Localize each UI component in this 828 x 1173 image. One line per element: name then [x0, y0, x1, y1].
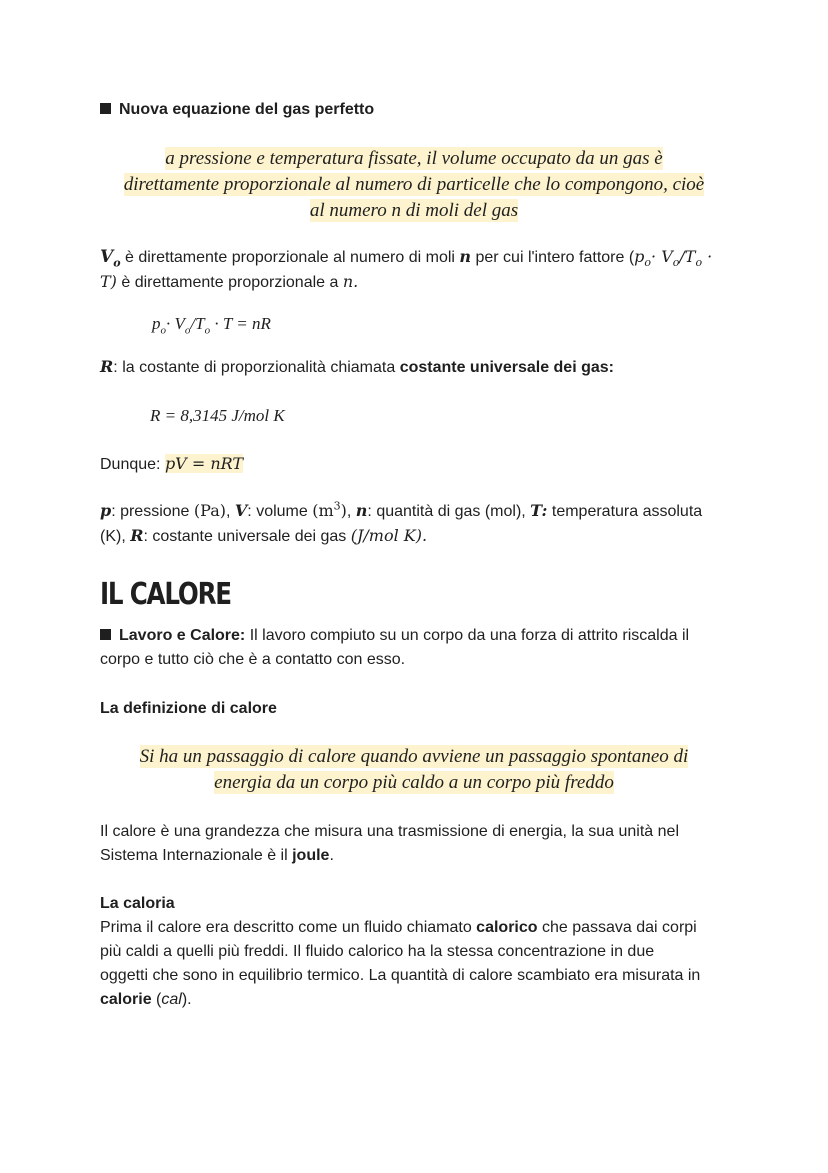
- formula-div: /T: [190, 314, 205, 333]
- quote-line: al numero n di moli del gas: [309, 200, 519, 221]
- factor-div: /T: [679, 247, 696, 266]
- formula-r-value: R = 8,3145 J/mol K: [150, 406, 285, 425]
- variables-legend: p: pressione (Pa), V: volume $(m^3)$, n: quantità di gas (mol), T: temperatura assoluta (K), R: costante universale dei gas (J/mol K).: [100, 499, 703, 545]
- text-run: (K),: [100, 528, 131, 545]
- heading-text: Nuova equazione del gas perfetto: [119, 101, 375, 118]
- quote-line: direttamente proporzionale al numero di particelle che lo compongono, cioè: [123, 174, 705, 195]
- var-p: p: [100, 501, 112, 520]
- quote-line: a pressione e temperatura fissate, il volume occupato da un gas è: [165, 148, 663, 169]
- var-v-sub: o: [672, 256, 680, 270]
- calore-paragraph: [100, 820, 728, 868]
- unit: (J/mol K).: [350, 526, 428, 545]
- var-t-sub: o: [695, 256, 703, 270]
- text-run: : quantità di gas (mol),: [367, 503, 531, 520]
- var-r: R: [100, 357, 114, 376]
- formula-rest: · T = nR: [210, 314, 271, 333]
- section-title-calore: IL CALORE: [100, 577, 231, 612]
- bold-term: Lavoro e Calore:: [119, 627, 246, 644]
- var-p-sub: o: [160, 324, 166, 337]
- var-r: R: [130, 526, 144, 545]
- var-n: n: [355, 501, 368, 520]
- var-v-sub: o: [113, 256, 121, 270]
- caloria-heading: La caloria: [100, 895, 175, 912]
- bold-term: calorico: [476, 919, 538, 936]
- bold-term: costante universale dei gas:: [399, 359, 614, 376]
- square-bullet-icon: [100, 103, 111, 114]
- text-run: Sistema Internazionale è il: [100, 847, 293, 864]
- text-run: che passava dai corpi: [537, 919, 697, 936]
- var-n: n: [459, 247, 472, 266]
- quote-line: Si ha un passaggio di calore quando avviene un passaggio spontaneo di: [139, 746, 689, 767]
- text-run: per cui l'intero fattore (: [471, 249, 635, 266]
- definition-quote-calore: [100, 744, 728, 796]
- square-bullet-icon: [100, 629, 111, 640]
- lavoro-paragraph: [100, 624, 728, 672]
- def-heading: La definizione di calore: [100, 700, 277, 717]
- text-run: è direttamente proporzionale al numero di moli: [120, 249, 460, 266]
- var-t: T): [100, 272, 117, 291]
- unit: (Pa): [193, 501, 226, 520]
- var-v-sub: o: [184, 324, 191, 337]
- var-p-sub: o: [644, 256, 652, 270]
- dunque-label: Dunque:: [100, 456, 165, 473]
- unit: cal: [161, 991, 182, 1008]
- ideal-gas-equation: pV = nRT: [164, 454, 244, 473]
- var-p: p: [152, 314, 161, 333]
- unit-sup: 3: [333, 499, 341, 513]
- text-run: Prima il calore era descritto come un fluido chiamato: [100, 919, 477, 936]
- text-run: è direttamente proporzionale a: [116, 274, 343, 291]
- text-run: : pressione: [111, 503, 194, 520]
- var-t: T:: [530, 501, 548, 520]
- unit: (m: [312, 501, 334, 520]
- factor-mid: · V: [651, 247, 673, 266]
- quote-line: energia da un corpo più caldo a un corpo più freddo: [214, 772, 614, 793]
- formula-nr: [152, 312, 780, 336]
- caloria-paragraph: [100, 916, 728, 1012]
- formula-mid: · V: [166, 314, 185, 333]
- unit: ): [340, 501, 347, 520]
- text-run: : la costante di proporzionalità chiamata: [113, 359, 400, 376]
- text-run: ).: [181, 991, 192, 1008]
- text-run: .: [329, 847, 334, 864]
- factor-end: ·: [702, 247, 713, 266]
- r-definition: [100, 355, 728, 380]
- dunque-line: [100, 452, 728, 477]
- text-run: temperatura assoluta: [547, 503, 703, 520]
- text-run: corpo e tutto ciò che è a contatto con esso.: [100, 651, 406, 668]
- paragraph-v0: [100, 245, 728, 295]
- var-v: V: [234, 501, 248, 520]
- bold-term: calorie: [100, 991, 152, 1008]
- text-run: Il lavoro compiuto su un corpo da una forza di attrito riscalda il: [245, 627, 690, 644]
- var-t-sub: o: [204, 324, 211, 337]
- var-v: V: [100, 247, 114, 267]
- var-n: n.: [342, 272, 359, 291]
- text-run: più caldi a quelli più freddi. Il fluido calorico ha la stessa concentrazione in due: [100, 943, 655, 960]
- var-p: p: [634, 247, 645, 266]
- definition-quote-gas: [100, 146, 728, 224]
- bold-term: joule: [292, 847, 330, 864]
- text-run: : volume: [247, 503, 313, 520]
- text-run: (: [151, 991, 162, 1008]
- text-run: Il calore è una grandezza che misura una trasmissione di energia, la sua unità nel: [100, 823, 679, 840]
- text-run: : costante universale dei gas: [143, 528, 351, 545]
- text-run: oggetti che sono in equilibrio termico. La quantità di calore scambiato era misurata in: [100, 967, 701, 984]
- section-heading-gas: [100, 98, 728, 122]
